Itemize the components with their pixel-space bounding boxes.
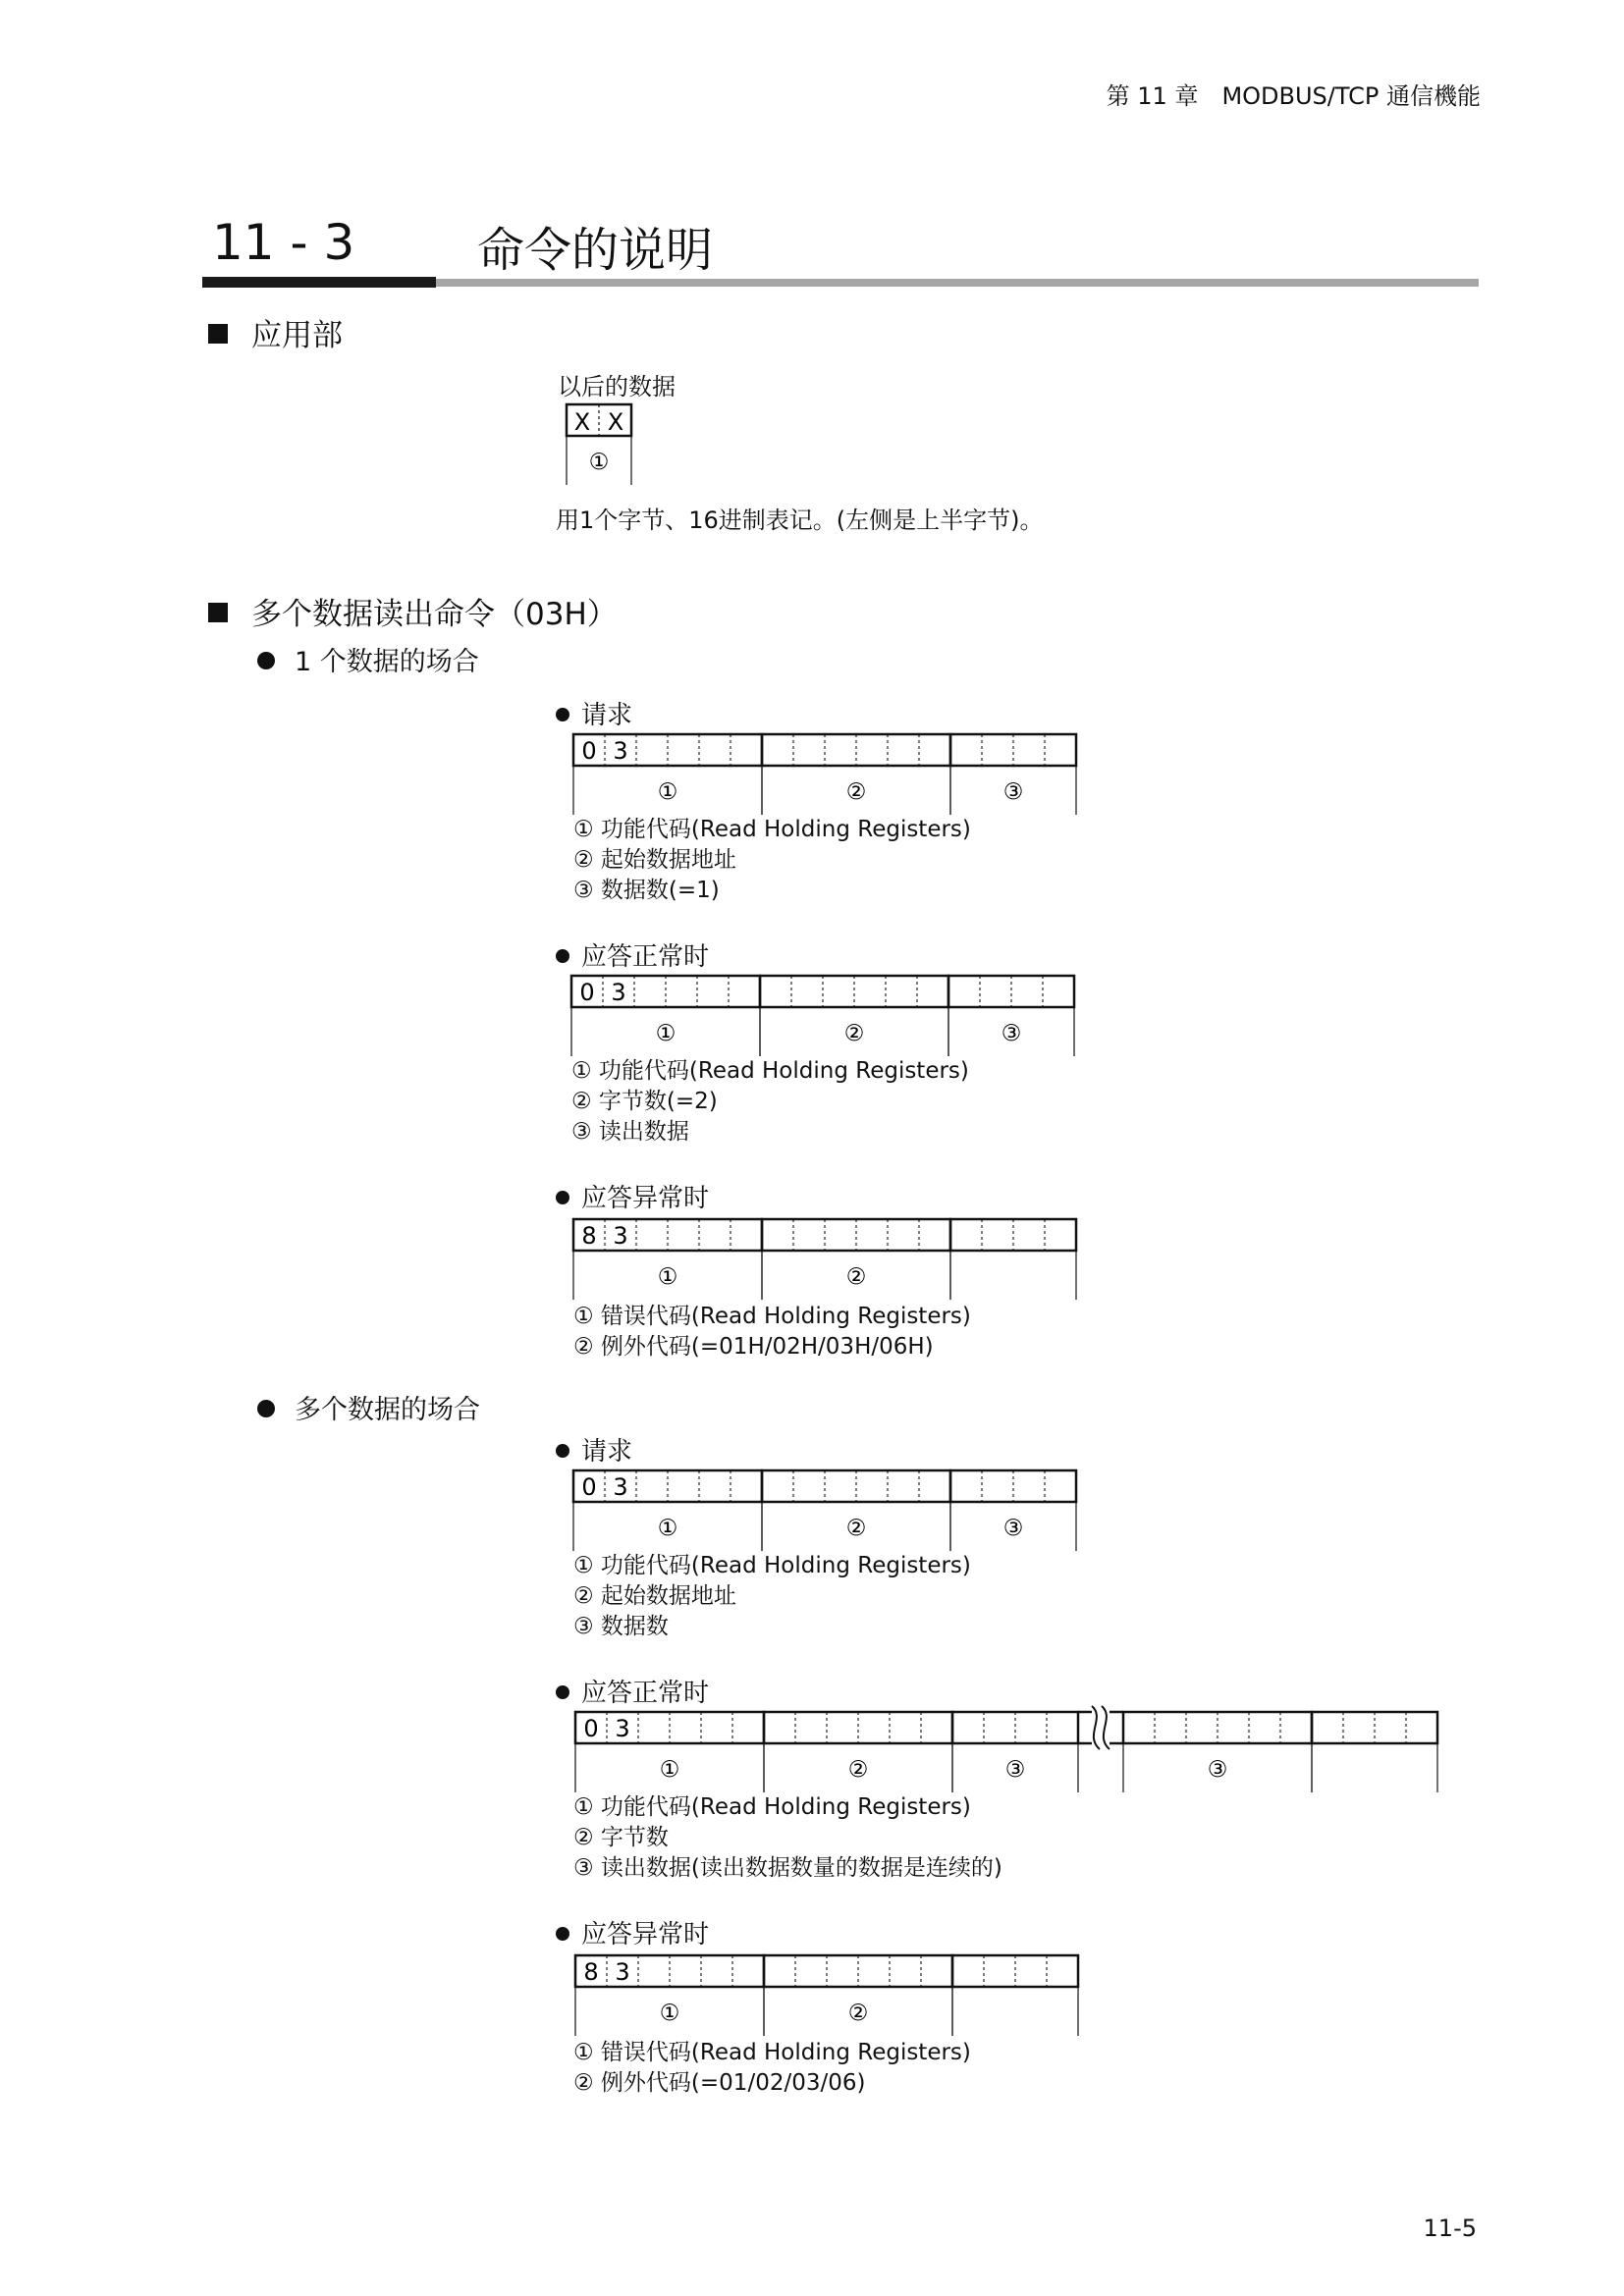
bullet-dot-icon [556,1685,569,1699]
label-text: 请求 [581,701,633,730]
field-marker: ② [847,2001,869,2026]
note-line: ① 功能代码(Read Holding Registers) [571,1058,969,1084]
subsection-title: 应用部 [251,318,343,353]
field-marker: ① [588,450,610,475]
function-code-digit: 3 [611,979,626,1006]
label-text: 应答正常时 [581,1679,710,1708]
field-box [575,1955,764,1987]
note-line: ② 字节数(=2) [571,1089,718,1114]
note-line: ① 错误代码(Read Holding Registers) [573,1304,971,1329]
field-box [760,976,948,1007]
field-box [1123,1712,1312,1743]
label-text: 应答异常时 [581,1920,710,1949]
field-marker: ① [657,1516,678,1541]
function-code-digit: 0 [581,1473,597,1501]
field-box [952,1712,1078,1743]
field-marker: ① [659,1757,680,1783]
function-code-digit: 8 [583,1958,599,1986]
field-marker: ③ [1004,1757,1026,1783]
bullet-single-data [257,640,479,678]
label-normal-response [556,1673,709,1709]
function-code-digit: 0 [579,979,595,1006]
field-box [573,1219,762,1251]
frame-diagram-multi-request [569,1467,1024,1553]
bullet-dot-icon [556,949,569,963]
field-box [762,1219,950,1251]
function-code-digit: 3 [615,1958,630,1986]
app-part-note: 用1个字节、16进制表记。(左侧是上半字节)。 [556,507,1044,534]
field-box [764,1712,952,1743]
label-request [556,695,632,731]
field-marker: ① [659,2001,680,2026]
notes-multi-normal [573,1792,1002,1884]
field-box [571,976,760,1007]
label-text: 请求 [581,1437,633,1467]
label-normal-response [556,936,709,973]
field-marker: ③ [1001,1021,1022,1046]
function-code-digit: 0 [581,737,597,765]
field-marker: ① [657,1264,678,1290]
note-line: ② 例外代码(=01H/02H/03H/06H) [573,1334,934,1360]
note-line: ② 起始数据地址 [573,847,736,873]
field-box [764,1955,952,1987]
label-text: 应答异常时 [581,1184,710,1213]
subsection-app-part [208,310,343,354]
page-number: 11-5 [1423,2215,1477,2242]
section-title: 命令的说明 [477,223,714,278]
title-rule-dark [202,277,436,288]
label-error-response [556,1914,709,1950]
note-line: ③ 读出数据(读出数据数量的数据是连续的) [573,1855,1002,1881]
square-bullet-icon [208,603,228,622]
note-line: ③ 数据数 [573,1614,669,1639]
note-line: ③ 数据数(=1) [573,878,720,903]
section-number: 11 - 3 [212,214,355,271]
field-marker: ② [847,1757,869,1783]
field-box [1312,1712,1437,1743]
notes-single-request [573,815,971,906]
field-marker: ② [845,779,867,805]
note-line: ① 功能代码(Read Holding Registers) [573,1794,971,1820]
field-marker: ③ [1002,779,1024,805]
field-marker: ② [845,1516,867,1541]
function-code-digit: 3 [615,1715,630,1742]
bullet-dot-icon [257,1400,275,1417]
field-box [573,734,762,766]
function-code-digit: 0 [583,1715,599,1742]
field-marker: ② [843,1021,865,1046]
field-box [762,734,950,766]
label-error-response [556,1178,709,1214]
bullet-dot-icon [257,652,275,669]
note-line: ② 字节数 [573,1825,669,1850]
field-box [950,1219,1076,1251]
frame-diagram-single-error [569,1215,867,1302]
title-rule-grey [436,279,1479,287]
frame-diagram-multi-error [571,1951,869,2038]
note-line: ① 功能代码(Read Holding Registers) [573,817,971,842]
note-line: ① 功能代码(Read Holding Registers) [573,1553,971,1578]
notes-multi-error [573,2038,971,2099]
square-bullet-icon [208,324,228,344]
note-line: ③ 读出数据 [571,1119,689,1145]
bullet-dot-icon [556,1444,569,1458]
label-request [556,1431,632,1468]
bullet-multi-data [257,1388,480,1426]
field-box [762,1470,950,1502]
function-code-digit: 8 [581,1222,597,1250]
note-line: ① 错误代码(Read Holding Registers) [573,2040,971,2065]
field-box [950,1470,1076,1502]
subsection-cmd03 [208,589,618,633]
app-part-caption: 以后的数据 [558,373,676,400]
bullet-text: 1 个数据的场合 [295,647,479,677]
field-marker: ① [657,779,678,805]
bullet-text: 多个数据的场合 [295,1395,480,1425]
field-marker: ③ [1207,1757,1228,1783]
field-box [948,976,1074,1007]
bullet-dot-icon [556,1191,569,1204]
note-line: ② 例外代码(=01/02/03/06) [573,2070,866,2096]
bullet-dot-icon [556,708,569,721]
field-marker: ② [845,1264,867,1290]
frame-diagram-multi-normal [571,1708,1228,1794]
subsection-title: 多个数据读出命令（03H） [251,597,618,632]
app-part-diagram [562,402,636,487]
notes-multi-request [573,1551,971,1642]
bullet-dot-icon [556,1927,569,1941]
field-box [575,1712,764,1743]
note-line: ② 起始数据地址 [573,1583,736,1609]
frame-cell: X [607,408,624,436]
function-code-digit: 3 [613,1473,628,1501]
notes-single-normal [571,1056,969,1148]
chapter-header: 第 11 章 MODBUS/TCP 通信機能 [1106,82,1481,110]
frame-diagram-single-normal [568,972,1022,1058]
field-box [952,1955,1078,1987]
notes-single-error [573,1302,971,1362]
function-code-digit: 3 [613,1222,628,1250]
label-text: 应答正常时 [581,942,710,972]
function-code-digit: 3 [613,737,628,765]
field-marker: ③ [1002,1516,1024,1541]
field-box [950,734,1076,766]
frame-diagram-single-request [569,730,1024,817]
field-marker: ① [655,1021,677,1046]
frame-cell: X [573,408,591,436]
field-box [573,1470,762,1502]
